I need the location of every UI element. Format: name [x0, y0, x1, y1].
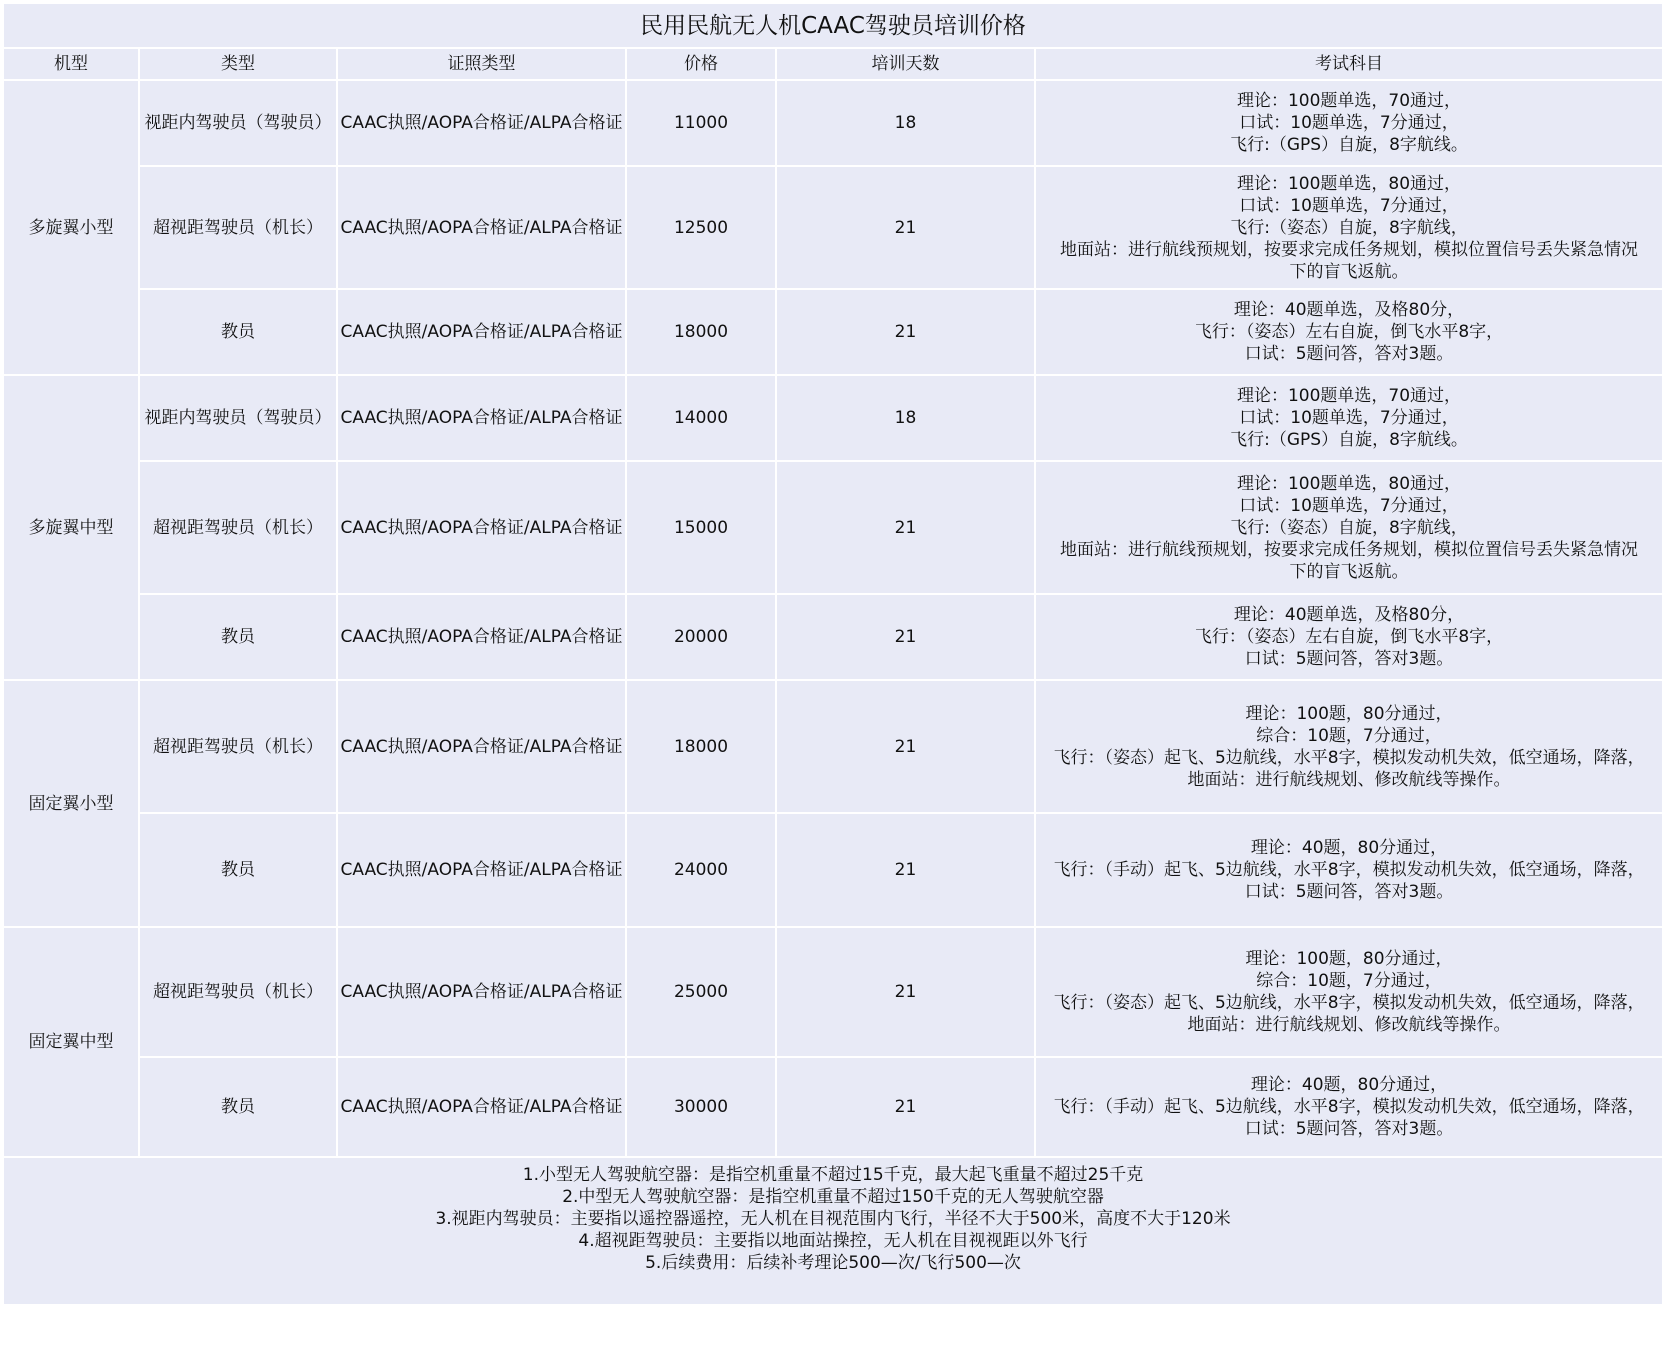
model-cell: 固定翼中型 — [3, 927, 139, 1157]
subjects-cell — [1035, 461, 1663, 594]
model-cell: 多旋翼中型 — [3, 375, 139, 680]
type-cell: 教员 — [139, 594, 337, 680]
subject-line: 口试：10题单选，7分通过， — [1239, 495, 1459, 516]
type-cell: 教员 — [139, 813, 337, 927]
subject-line: 口试：5题问答，答对3题。 — [1244, 1119, 1454, 1139]
table-row — [3, 166, 1663, 289]
license-cell: CAAC执照/AOPA合格证/ALPA合格证 — [337, 289, 626, 375]
days-cell: 21 — [776, 461, 1035, 594]
license-cell: CAAC执照/AOPA合格证/ALPA合格证 — [337, 461, 626, 594]
type-cell: 视距内驾驶员（驾驶员） — [139, 80, 337, 166]
header-price: 价格 — [626, 48, 776, 80]
header-subjects: 考试科目 — [1035, 48, 1663, 80]
type-cell: 超视距驾驶员（机长） — [139, 461, 337, 594]
subject-line: 理论：100题单选，70通过， — [1236, 386, 1462, 406]
license-cell: CAAC执照/AOPA合格证/ALPA合格证 — [337, 927, 626, 1057]
header-row — [3, 48, 1663, 80]
title-row — [3, 3, 1663, 48]
note-line: 1.小型无人驾驶航空器：是指空机重量不超过15千克，最大起飞重量不超过25千克 — [522, 1165, 1144, 1185]
price-cell: 18000 — [626, 680, 776, 813]
subjects-cell — [1035, 166, 1663, 289]
subject-line: 地面站：进行航线规划、修改航线等操作。 — [1187, 769, 1511, 790]
subject-line: 地面站：进行航线预规划，按要求完成任务规划，模拟位置信号丢失紧急情况 — [1060, 539, 1639, 560]
subjects-cell — [1035, 927, 1663, 1057]
subject-line: 地面站：进行航线预规划，按要求完成任务规划，模拟位置信号丢失紧急情况 — [1060, 239, 1639, 260]
subject-line: 飞行：（姿态）左右自旋，倒飞水平8字， — [1194, 627, 1504, 647]
price-cell: 18000 — [626, 289, 776, 375]
subjects-cell — [1035, 680, 1663, 813]
days-cell: 21 — [776, 166, 1035, 289]
subject-line: 地面站：进行航线规划、修改航线等操作。 — [1187, 1015, 1511, 1035]
price-cell: 24000 — [626, 813, 776, 927]
table-row — [3, 461, 1663, 594]
subject-line: 理论：100题，80分通过， — [1245, 703, 1453, 724]
subject-line: 口试：5题问答，答对3题。 — [1244, 344, 1454, 364]
header-license: 证照类型 — [337, 48, 626, 80]
license-cell: CAAC执照/AOPA合格证/ALPA合格证 — [337, 680, 626, 813]
license-cell: CAAC执照/AOPA合格证/ALPA合格证 — [337, 80, 626, 166]
subjects-cell — [1035, 289, 1663, 375]
subject-line: 理论：100题单选，70通过， — [1236, 91, 1462, 111]
subject-line: 理论：40题，80分通过， — [1250, 838, 1448, 858]
license-cell: CAAC执照/AOPA合格证/ALPA合格证 — [337, 375, 626, 461]
type-cell: 教员 — [139, 1057, 337, 1157]
days-cell: 21 — [776, 927, 1035, 1057]
subject-line: 口试：10题单选，7分通过， — [1239, 113, 1459, 133]
subjects-cell — [1035, 813, 1663, 927]
model-cell: 多旋翼小型 — [3, 80, 139, 375]
subject-line: 综合：10题，7分通过， — [1256, 971, 1442, 991]
subject-line: 下的盲飞返航。 — [1289, 261, 1409, 282]
table-row — [3, 289, 1663, 375]
note-line: 3.视距内驾驶员：主要指以遥控器遥控，无人机在目视范围内飞行，半径不大于500米，高度不大于120米 — [435, 1209, 1231, 1229]
subject-line: 口试：5题问答，答对3题。 — [1244, 649, 1454, 669]
subject-line: 飞行:（GPS）自旋，8字航线。 — [1230, 135, 1468, 155]
price-cell: 12500 — [626, 166, 776, 289]
table-row — [3, 927, 1663, 1057]
days-cell: 21 — [776, 1057, 1035, 1157]
header-model: 机型 — [3, 48, 139, 80]
subject-line: 飞行:（GPS）自旋，8字航线。 — [1230, 430, 1468, 450]
model-cell: 固定翼小型 — [3, 680, 139, 927]
table-title: 民用民航无人机CAAC驾驶员培训价格 — [3, 3, 1663, 48]
subject-line: 飞行：（姿态）起飞、5边航线，水平8字，模拟发动机失效，低空通场，降落， — [1053, 747, 1645, 768]
subject-line: 口试：10题单选，7分通过， — [1239, 195, 1459, 216]
days-cell: 21 — [776, 594, 1035, 680]
price-cell: 20000 — [626, 594, 776, 680]
days-cell: 18 — [776, 375, 1035, 461]
table-row — [3, 1057, 1663, 1157]
subject-line: 下的盲飞返航。 — [1289, 561, 1409, 582]
notes-cell — [3, 1157, 1663, 1305]
type-cell: 视距内驾驶员（驾驶员） — [139, 375, 337, 461]
days-cell: 21 — [776, 813, 1035, 927]
subject-line: 口试：10题单选，7分通过， — [1239, 408, 1459, 428]
price-cell: 25000 — [626, 927, 776, 1057]
subject-line: 理论：100题单选，80通过， — [1236, 173, 1462, 194]
note-line: 2.中型无人驾驶航空器：是指空机重量不超过150千克的无人驾驶航空器 — [562, 1187, 1104, 1207]
subject-line: 理论：40题单选，及格80分， — [1233, 605, 1465, 625]
subjects-cell — [1035, 375, 1663, 461]
subjects-cell — [1035, 594, 1663, 680]
subject-line: 飞行:（姿态）自旋，8字航线， — [1230, 217, 1468, 238]
license-cell: CAAC执照/AOPA合格证/ALPA合格证 — [337, 813, 626, 927]
subject-line: 综合：10题，7分通过， — [1256, 725, 1442, 746]
subject-line: 理论：100题，80分通过， — [1245, 949, 1453, 969]
subject-line: 口试：5题问答，答对3题。 — [1244, 882, 1454, 902]
note-line: 5.后续费用：后续补考理论500—次/飞行500—次 — [645, 1253, 1021, 1273]
days-cell: 21 — [776, 289, 1035, 375]
type-cell: 教员 — [139, 289, 337, 375]
table-row — [3, 375, 1663, 461]
table-row — [3, 80, 1663, 166]
days-cell: 18 — [776, 80, 1035, 166]
header-days: 培训天数 — [776, 48, 1035, 80]
table-row — [3, 594, 1663, 680]
price-cell: 11000 — [626, 80, 776, 166]
subjects-cell — [1035, 1057, 1663, 1157]
price-cell: 30000 — [626, 1057, 776, 1157]
price-cell: 15000 — [626, 461, 776, 594]
subject-line: 飞行：（姿态）起飞、5边航线，水平8字，模拟发动机失效，低空通场，降落， — [1053, 993, 1645, 1013]
subject-line: 飞行：（姿态）左右自旋，倒飞水平8字， — [1194, 322, 1504, 342]
table-row — [3, 813, 1663, 927]
note-line: 4.超视距驾驶员：主要指以地面站操控，无人机在目视视距以外飞行 — [578, 1231, 1088, 1251]
subject-line: 理论：40题单选，及格80分， — [1233, 300, 1465, 320]
notes-row — [3, 1157, 1663, 1305]
training-price-table — [2, 2, 1664, 1306]
subject-line: 飞行：（手动）起飞、5边航线，水平8字，模拟发动机失效，低空通场，降落， — [1053, 1097, 1645, 1117]
license-cell: CAAC执照/AOPA合格证/ALPA合格证 — [337, 594, 626, 680]
price-cell: 14000 — [626, 375, 776, 461]
subject-line: 理论：100题单选，80通过， — [1236, 473, 1462, 494]
type-cell: 超视距驾驶员（机长） — [139, 680, 337, 813]
subjects-cell — [1035, 80, 1663, 166]
days-cell: 21 — [776, 680, 1035, 813]
type-cell: 超视距驾驶员（机长） — [139, 927, 337, 1057]
subject-line: 飞行:（姿态）自旋，8字航线， — [1230, 517, 1468, 538]
header-type: 类型 — [139, 48, 337, 80]
license-cell: CAAC执照/AOPA合格证/ALPA合格证 — [337, 1057, 626, 1157]
type-cell: 超视距驾驶员（机长） — [139, 166, 337, 289]
table-row — [3, 680, 1663, 813]
license-cell: CAAC执照/AOPA合格证/ALPA合格证 — [337, 166, 626, 289]
subject-line: 理论：40题，80分通过， — [1250, 1075, 1448, 1095]
subject-line: 飞行：（手动）起飞、5边航线，水平8字，模拟发动机失效，低空通场，降落， — [1053, 860, 1645, 880]
